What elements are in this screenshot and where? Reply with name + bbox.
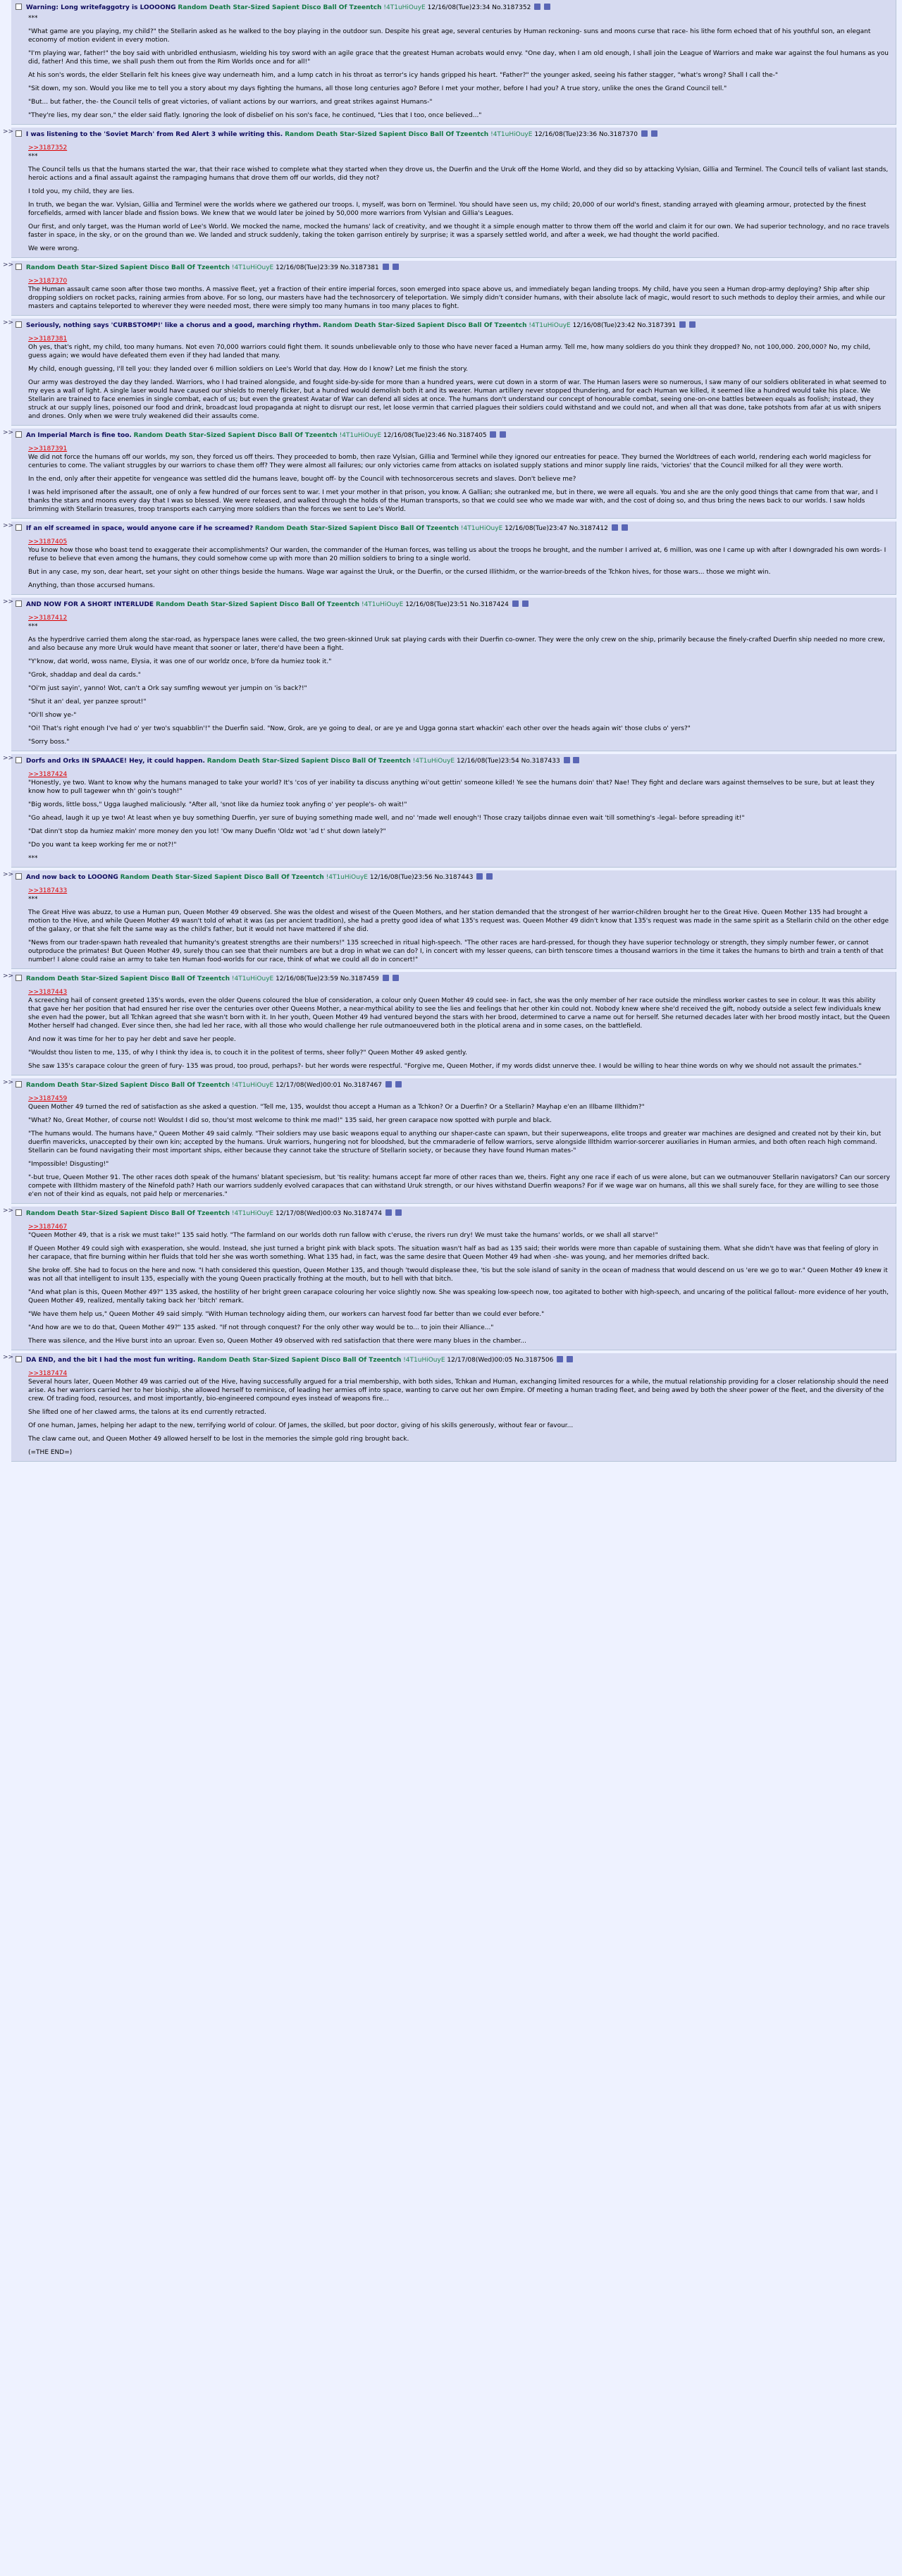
quote-link[interactable]: >>3187370 bbox=[28, 278, 68, 285]
delete-checkbox[interactable] bbox=[16, 873, 22, 880]
reply-container bbox=[0, 128, 902, 258]
post-paragraph: "Big words, little boss," Ugga laughed maliciously. "After all, 'snot like da humiez took anyfing o' yer people's- oh wait!" bbox=[28, 801, 407, 808]
post-paragraph: We were wrong. bbox=[28, 245, 80, 252]
reply-container bbox=[0, 972, 902, 1076]
reply-container bbox=[0, 1207, 902, 1350]
post-body bbox=[28, 770, 890, 863]
post-paragraph: Oh yes, that's right, my child, too many humans. Not even 70,000 warriors could fight them. It sounds unbelievable only to those who have never faced a Human army. Tell me, how many soldiers do you think they dropped? No, not 100,000. 200,000? No, my child, guess again; we would have defeated them even if they had landed that many. bbox=[28, 344, 871, 359]
post-paragraph: If Queen Mother 49 could sigh with exasperation, she would. Instead, she just turned a bright pink with black spots. The situation wasn't half as bad as 135 said; their worlds were more than capable of sustaining them. What she didn't have was that feeling of glory in her carapace, that fire burning within her fluids that told her she was worth something. What 135 had, in fact, was the same desire that Queen Mother 49 had when -she- was young, and her memories drifted back. bbox=[28, 1245, 879, 1261]
post-info bbox=[16, 3, 890, 13]
post-body bbox=[28, 1223, 890, 1345]
expand-icon[interactable] bbox=[393, 264, 399, 270]
delete-checkbox[interactable] bbox=[16, 975, 22, 981]
post-paragraph: We did not force the humans off our worlds, my son, they forced us off theirs. They proceeded to bomb, then raze Vylsian, Gillia and Terminel while they ignored our entreaties for peace. They burned the Worldtrees of each world, rendering each world magicless for centuries to come. The valiant struggles by our warriors to chase them off? They were almost all failures; our only victories came from attacks on isolated supply stations and minor supply line raids, 'victories' that the Council milked for all they were worth. bbox=[28, 454, 872, 469]
reply-container bbox=[0, 598, 902, 751]
report-icon[interactable] bbox=[385, 1081, 392, 1087]
delete-checkbox[interactable] bbox=[16, 130, 22, 137]
post-paragraph: She broke off. She had to focus on the here and now. "I hath considered this question, Queen Mother 135, and though 'twould displease thee, 'tis but the sole island of sanity in the ocean of madness that would descend on us 'ere we go to war." Queen Mother 49 knew it was not all that intelligent to insult 135, especially with the young Queen practically frothing at the mouth, but to hell with that bitch. bbox=[28, 1267, 888, 1283]
post-paragraph: The Great Hive was abuzz, to use a Human pun, Queen Mother 49 observed. She was the oldest and wisest of the Queen Mothers, and her station demanded that the strongest of her warrior-children brought her to the Great Hive. Queen Mother 135 had brought a motion to the Hive, and while Queen Mother 49 wasn't told of what it was (as per ancient tradition), she had a pretty good idea of what 135's request was. Queen Mother 49 didn't know that 135's request was made in the same spirit as a Stellarin child on the other edge of the galaxy, or that she felt the same way as the child's father, but it would not have mattered if she did. bbox=[28, 909, 889, 933]
expand-icon[interactable] bbox=[522, 600, 529, 607]
tripcode: !4T1uHiOuyE bbox=[326, 874, 368, 881]
reply-container bbox=[0, 754, 902, 868]
post-paragraph: The Human assault came soon after those two months. A massive fleet, yet a fraction of their entire imperial forces, soon emerged into space above us, and immediately began landing troops. My child, have you seen a Human drop-army deploying? Ship after ship dropping soldiers on rocket packs, raining armies from above. For so long, our masters have had the technosorcery of teleportation. We simply didn't consider humans, with their absolute lack of magic, would resort to such methods to deploy their armies, and while our masters and captains teleported to wherever they were needed most, there were simply too many humans in too many places to fight. bbox=[28, 286, 886, 310]
post bbox=[11, 429, 896, 519]
post-body bbox=[28, 277, 890, 311]
quote-link[interactable]: >>3187405 bbox=[28, 538, 68, 546]
post-date: 12/16/08(Tue)23:47 bbox=[505, 525, 567, 532]
reply-arrow: >> bbox=[3, 128, 14, 135]
post-subject: And now back to LOOONG bbox=[25, 874, 118, 881]
post-paragraph: Of one human, James, helping her adapt to the new, terrifying world of colour. Of James, the skilled, but poor doctor, giving of his skills generously, without fear or favour... bbox=[28, 1422, 574, 1429]
post-paragraph: Queen Mother 49 turned the red of satisfaction as she asked a question. "Tell me, 135, wouldst thou accept a Human as a Tchkon? Or a Duerfin? Or a Stellarin? Mayhap e'en an Illbame Illthidm?" bbox=[28, 1104, 645, 1111]
post-number-link[interactable]: No.3187474 bbox=[342, 1210, 383, 1217]
post bbox=[11, 1353, 896, 1462]
tripcode: !4T1uHiOuyE bbox=[460, 525, 503, 532]
post-number-link[interactable]: No.3187391 bbox=[637, 322, 676, 329]
post-paragraph: A screeching hail of consent greeted 135's words, even the older Queens coloured the blue of consideration, a colour only Queen Mother 49 could see- in fact, she was the only member of her race outside the mindless worker castes to see in colour. It was this ability that gave her her position that had ensured her rise over the centuries over other Queens Mother, a near-mythical ability to see the lies and feelings that her other kin could not. Nobody knew where she'd received the gift, nobody outside a select few individuals knew she even had the power, but all Tchkan agreed that she wasn't born with it. In her youth, Queen Mother 49 had ventured beyond the stars with her brood, determined to carve a name out for herself. She returned decades later with her brood mostly intact, but the Queen Mother herself had changed. Ever since then, she had led her race, with all those who would challenge her rule outmanoeuvered both in the plotical arena and in some cases, on the battlefield. bbox=[28, 997, 890, 1030]
post-date: 12/16/08(Tue)23:46 bbox=[383, 432, 446, 439]
post bbox=[11, 1207, 896, 1350]
quote-link[interactable]: >>3187412 bbox=[28, 615, 68, 622]
post-date: 12/16/08(Tue)23:51 bbox=[405, 601, 468, 608]
post-paragraph: There was silence, and the Hive burst into an uproar. Even so, Queen Mother 49 observed with red satisfaction that there were many blues in the chamber... bbox=[28, 1338, 526, 1345]
reply-arrow: >> bbox=[3, 522, 14, 529]
post-paragraph: At his son's words, the elder Stellarin felt his knees give way underneath him, and a lump catch in his throat as terror's icy hands gripped his heart. "Father?" the younger asked, seeing his father stagger, "what's wrong? Shall I call the-" bbox=[28, 72, 779, 79]
post-paragraph: Anything, than those accursed humans. bbox=[28, 582, 155, 589]
report-icon[interactable] bbox=[564, 757, 570, 763]
post-date: 12/17/08(Wed)00:01 bbox=[276, 1082, 342, 1089]
post bbox=[11, 870, 896, 969]
post-info bbox=[16, 756, 890, 766]
post-info bbox=[16, 974, 890, 984]
poster-name: Random Death Star-Sized Sapient Disco Ball Of Tzeentch bbox=[133, 432, 338, 439]
post-paragraph: Our first, and only target, was the Human world of Lee's World. We mocked the name, mocked the humans' lack of creativity, and we thought it a simple enough matter to throw them off the world and claim it for our own. We had superior technology, and no race travels faster in space, in the sky, or on the ground than we. We landed and struck suddenly, taking the token garrison entirely by surprise; it was a sparsely settled world, and after a week, we had thought the world pacified. bbox=[28, 223, 889, 239]
post bbox=[11, 319, 896, 426]
report-icon[interactable] bbox=[383, 975, 389, 981]
post-paragraph: "Oi! That's right enough I've had o' yer two's squabblin'!" the Duerfin said. "Now, Grok, are ye going to deal, or are ye and Ugga gonna start whackin' each other over the heads again wit' those clubs o' yers?" bbox=[28, 725, 691, 732]
tripcode: !4T1uHiOuyE bbox=[412, 758, 455, 765]
post-paragraph: Our army was destroyed the day they landed. Warriors, who I had trained alongside, and fought side-by-side for more than a hundred years, were cut down in a storm of war. The Human lasers were so numerous, I saw many of our soldiers obliterated in what seemed to my eyes a wall of light. A single laser would have caused our shields to merely flicker, but a hundred would demolish both it and its wearer. Human artillery never stopped thundering, and for each Human we killed, it seemed like a hundred would take his place. We Stellarin are trained to face enemies in single combat, each of us; but even the greatest Avatar of War can defend all sides at once. The humans don't understand our concept of honourable combat, seeing one-on-one battles between equals as foolish; instead, they struck at our supply lines, poisoned our food and drink, broadcast loud propaganda at night to disrupt our rest, let loose vermin that carried plagues their soldiers could withstand and we could not, and when all that was done, take potshots from afar at us with snipers and drones. Only when we were truly weakened did their assaults come. bbox=[28, 379, 886, 420]
post-paragraph: She saw 135's carapace colour the green of fury- 135 was proud, too proud, perhaps?- but her words were respectful. "Forgive me, Queen Mother, if my words didst unnerve thee. I would be willing to hear thine words on why we should not assault the primates." bbox=[28, 1063, 862, 1070]
post-paragraph: "Grok, shaddap and deal da cards." bbox=[28, 672, 141, 679]
delete-checkbox[interactable] bbox=[16, 321, 22, 328]
post-paragraph: "And what plan is this, Queen Mother 49?" 135 asked, the hostility of her bright green carapace colouring her voice slightly now. She was speaking low-speech now, too agitated to bother with high-speech, and uncaring of the political fallout- more evidence of her youth, Queen Mother 49, realized, mentally taking back her 'bitch' remark. bbox=[28, 1289, 889, 1305]
poster-name: Random Death Star-Sized Sapient Disco Ball Of Tzeentch bbox=[155, 601, 360, 608]
post-paragraph: "The humans would. The humans have," Queen Mother 49 said calmly. "Their soldiers may use basic weapons equal to anything our shaper-caste can spawn, but their superweapons, elite troops and greater war machines are designed and created not by their kin, but duerfin mavericks, unaccepted by their own kin; accepted by the humans. Uruk warriors, hungering not for bloodshed, but the cmmaraderie of fellow warriors, serve alongside Illthidm warrior-sorcerer auxiliaries in Human armies, and both often reach high command. Stellarin can be found navigating their most important ships, either because they cannot take the structure of Stellarin society, or because they have found Human mates-" bbox=[28, 1130, 882, 1154]
post-paragraph: "Y'know, dat world, woss name, Elysia, it was one of our worldz once, b'fore da humiez took it." bbox=[28, 658, 332, 665]
post-subject: Dorfs and Orks IN SPAAACE! Hey, it could happen. bbox=[25, 758, 205, 765]
tripcode: !4T1uHiOuyE bbox=[529, 322, 571, 329]
op-post bbox=[11, 0, 896, 125]
reply-container bbox=[0, 1353, 902, 1462]
delete-checkbox[interactable] bbox=[16, 431, 22, 438]
reply-arrow: >> bbox=[3, 1207, 14, 1214]
post-number-link[interactable]: No.3187443 bbox=[434, 874, 474, 881]
expand-icon[interactable] bbox=[622, 524, 628, 531]
tripcode: !4T1uHiOuyE bbox=[231, 975, 274, 982]
post-paragraph: "Sit down, my son. Would you like me to tell you a story about my days fighting the humans, all those long centuries ago? Before I met your mother, before I had you? A true story, unlike the ones the Grand Council tell." bbox=[28, 85, 727, 92]
reply-container bbox=[0, 870, 902, 969]
quote-link[interactable]: >>3187381 bbox=[28, 335, 68, 343]
reply-container bbox=[0, 522, 902, 595]
post-subject: If an elf screamed in space, would anyone care if he screamed? bbox=[25, 525, 254, 532]
post-info bbox=[16, 1355, 890, 1365]
post-paragraph: She lifted one of her clawed arms, the talons at its end currently retracted. bbox=[28, 1409, 266, 1416]
post-paragraph: *** bbox=[28, 153, 38, 160]
post-body bbox=[28, 988, 890, 1071]
post-paragraph: I was held imprisoned after the assault, one of only a few hundred of our forces sent to war. I met your mother in that prison, you know. A Gallian; she outranked me, but in there, we were all equals. You and she are the only good things that came from that war, and I thanks the stars and moons every day that I was so blessed. We were released, and walked through the holds of the Human transports, so that we could see who we made war with, and the cost of doing so, and thus bring the news back to our worlds. I saw holds brimming with Stellarin treasures, troop transports each carrying more soldiers than the forces we sent to Lee's World. bbox=[28, 489, 878, 513]
post-paragraph: The claw came out, and Queen Mother 49 allowed herself to be lost in the memories the simple gold ring brought back. bbox=[28, 1436, 409, 1443]
expand-icon[interactable] bbox=[651, 130, 657, 137]
post-info bbox=[16, 321, 890, 331]
post-date: 12/16/08(Tue)23:54 bbox=[457, 758, 519, 765]
post-paragraph: The Council tells us that the humans started the war, that their race wished to complete what they started when they drove us, the Duerfin and the Uruk off the Home World, and they did so by attacking Vylsian, Gillia and Terminel. The Council tells of valiant last stands, heroic actions and a final assault against the rampaging humans that drove them off our worlds, did they not? bbox=[28, 166, 889, 182]
post-info bbox=[16, 1209, 890, 1219]
reply-arrow: >> bbox=[3, 1354, 14, 1361]
delete-checkbox[interactable] bbox=[16, 600, 22, 607]
reply-arrow: >> bbox=[3, 319, 14, 326]
quote-link[interactable]: >>3187391 bbox=[28, 445, 68, 452]
expand-icon[interactable] bbox=[567, 1356, 573, 1362]
post-paragraph: Several hours later, Queen Mother 49 was carried out of the Hive, having successfully argued for a trial membership, with both sides, Tchkan and Human, exchanging limited resources for a while, the mutual relationship providing for a closer relationship should the need arise. As her warriors carried her to her bioship, she allowed herself to reminisce, of leading her armies off into space, wanting to carve out her own Empire. Of meeting a human trading fleet, and being awed by both the sheer power of the fleet, and the diversity of the crew. Of trading food, resources, and most importantly, bio-engineered compound eyes instead of weapons fire... bbox=[28, 1379, 889, 1403]
poster-name: Random Death Star-Sized Sapient Disco Ball Of Tzeentch bbox=[206, 758, 411, 765]
expand-icon[interactable] bbox=[395, 1209, 402, 1216]
reply-container bbox=[0, 261, 902, 316]
quote-link[interactable]: >>3187467 bbox=[28, 1224, 68, 1231]
post-subject: An Imperial March is fine too. bbox=[25, 432, 132, 439]
quote-link[interactable]: >>3187459 bbox=[28, 1095, 68, 1102]
post-number-link[interactable]: No.3187433 bbox=[521, 758, 560, 765]
reply-arrow: >> bbox=[3, 261, 14, 269]
post-paragraph: "Do you want ta keep working fer me or not?!" bbox=[28, 842, 177, 849]
op-container bbox=[0, 0, 902, 125]
post-paragraph: You know how those who boast tend to exaggerate their accomplishments? Our warden, the commander of the Human forces, was telling us about the troops he brought, and the number I arrived at, 6 million, was one I came up with after I downgraded his own words- I refuse to believe that even among the humans, they could somehow come up with more than 20 million soldiers to bring to a single world. bbox=[28, 547, 886, 562]
reply-container bbox=[0, 429, 902, 519]
post-number-link[interactable]: No.3187405 bbox=[447, 432, 487, 439]
post bbox=[11, 522, 896, 595]
post-body bbox=[28, 887, 890, 964]
delete-checkbox[interactable] bbox=[16, 524, 22, 531]
post bbox=[11, 128, 896, 258]
post-body bbox=[28, 614, 890, 746]
post-info bbox=[16, 431, 890, 440]
expand-icon[interactable] bbox=[544, 4, 550, 10]
post-paragraph: "Go ahead, laugh it up ye two! At least when ye buy something Duerfin, yer sure of buying something made well, and no' 'made well enough'! Those crazy tailjobs dinnae even wait 'till something's -legal- before spreading it!" bbox=[28, 815, 745, 822]
post-number-link[interactable]: No.3187412 bbox=[569, 525, 608, 532]
post-paragraph: I told you, my child, they are lies. bbox=[28, 188, 135, 195]
post-paragraph: But in any case, my son, dear heart, set your sight on other things beside the humans. Wage war against the Uruk, or the Duerfin, or the cursed Illithidm, or the warrior-breeds of the Tchkon hives, for those wars... those we might win. bbox=[28, 569, 771, 576]
quote-link[interactable]: >>3187443 bbox=[28, 989, 68, 996]
reply-arrow: >> bbox=[3, 973, 14, 980]
post-date: 12/16/08(Tue)23:36 bbox=[534, 131, 598, 138]
post-paragraph: "Impossible! Disgusting!" bbox=[28, 1161, 109, 1168]
post-info bbox=[16, 524, 890, 534]
post-body bbox=[28, 14, 890, 120]
post-paragraph: (=THE END=) bbox=[28, 1449, 73, 1456]
post-paragraph: *** bbox=[28, 15, 38, 22]
post-paragraph: "Wouldst thou listen to me, 135, of why I think thy idea is, to couch it in the politest of terms, sheer folly?" Queen Mother 49 asked gently. bbox=[28, 1049, 467, 1056]
reply-arrow: >> bbox=[3, 755, 14, 762]
post-number-link[interactable]: No.3187381 bbox=[340, 264, 379, 271]
post-paragraph: In truth, we began the war. Vylsian, Gillia and Terminel were the worlds where we gathered our troops. I, myself, was born on Terminel. You should have seen us, my child; 20,000 of our world's finest, standing arrayed with gleaming armour, protected by the finest forcefields, armed with lancer blade and fission bows. We knew that we would later be joined by 50,000 more warriors from Vylsian and Gillia's Leagues. bbox=[28, 202, 867, 217]
quote-link[interactable]: >>3187352 bbox=[28, 144, 68, 152]
reply-container bbox=[0, 1078, 902, 1204]
post-date: 12/16/08(Tue)23:59 bbox=[276, 975, 338, 982]
expand-icon[interactable] bbox=[500, 431, 506, 438]
post-date: 12/17/08(Wed)00:05 bbox=[447, 1357, 513, 1364]
post bbox=[11, 1078, 896, 1204]
post-body bbox=[28, 1095, 890, 1199]
post-body bbox=[28, 538, 890, 590]
expand-icon[interactable] bbox=[395, 1081, 402, 1087]
poster-name: Random Death Star-Sized Sapient Disco Ball Of Tzeentch bbox=[25, 1082, 230, 1089]
delete-checkbox[interactable] bbox=[16, 757, 22, 763]
poster-name: Random Death Star-Sized Sapient Disco Ball Of Tzeentch bbox=[197, 1357, 402, 1364]
post-body bbox=[28, 144, 890, 253]
expand-icon[interactable] bbox=[486, 873, 493, 880]
post bbox=[11, 972, 896, 1076]
poster-name: Random Death Star-Sized Sapient Disco Ball Of Tzeentch bbox=[120, 874, 324, 881]
post-number-link[interactable]: No.3187370 bbox=[598, 131, 638, 138]
post-subject: DA END, and the bit I had the most fun writing. bbox=[25, 1357, 196, 1364]
poster-name: Random Death Star-Sized Sapient Disco Ball Of Tzeentch bbox=[254, 525, 459, 532]
post bbox=[11, 598, 896, 751]
post-paragraph: "What game are you playing, my child?" the Stellarin asked as he walked to the boy playing in the outdoor sun. Despite his great age, several centuries by Human reckoning- suns and moons curse that race- his lithe form echoed that of his youthful son, an elegant economy of motion evident in every motion. bbox=[28, 28, 871, 44]
post-body bbox=[28, 445, 890, 514]
reply-arrow: >> bbox=[3, 871, 14, 878]
post-paragraph: "Oi'll show ye-" bbox=[28, 712, 77, 719]
post-paragraph: "And how are we to do that, Queen Mother 49?" 135 asked. "If not through conquest? For the only other way would be to... to join their Alliance..." bbox=[28, 1324, 494, 1331]
report-icon[interactable] bbox=[383, 264, 389, 270]
report-icon[interactable] bbox=[490, 431, 496, 438]
post-info bbox=[16, 600, 890, 610]
post-paragraph: "Shut it an' deal, yer panzee sprout!" bbox=[28, 698, 147, 705]
post-info bbox=[16, 1080, 890, 1090]
poster-name: Random Death Star-Sized Sapient Disco Ball Of Tzeentch bbox=[25, 264, 230, 271]
post-paragraph: And now it was time for her to pay her debt and save her people. bbox=[28, 1036, 236, 1043]
report-icon[interactable] bbox=[476, 873, 483, 880]
post-number-link[interactable]: No.3187459 bbox=[340, 975, 379, 982]
post-paragraph: In the end, only after their appetite for vengeance was settled did the humans leave, bought off- by the Council with technosorcerous secrets and slaves. Don't believe me? bbox=[28, 476, 576, 483]
poster-name: Random Death Star-Sized Sapient Disco Ball Of Tzeentch bbox=[25, 975, 230, 982]
post-paragraph: *** bbox=[28, 855, 38, 862]
poster-name: Random Death Star-Sized Sapient Disco Ball Of Tzeentch bbox=[285, 131, 489, 138]
tripcode: !4T1uHiOuyE bbox=[490, 131, 533, 138]
post-date: 12/16/08(Tue)23:42 bbox=[572, 322, 636, 329]
post-info bbox=[16, 263, 890, 273]
post-paragraph: "Queen Mother 49, that is a risk we must take!" 135 said hotly. "The farmland on our worlds doth run fallow with c'eruse, the rivers run dry! We must take the humans' worlds, or we shall all starve!" bbox=[28, 1232, 658, 1239]
report-icon[interactable] bbox=[679, 321, 686, 328]
tripcode: !4T1uHiOuyE bbox=[361, 601, 404, 608]
reply-arrow: >> bbox=[3, 598, 14, 605]
quote-link[interactable]: >>3187424 bbox=[28, 771, 68, 778]
tripcode: !4T1uHiOuyE bbox=[231, 264, 274, 271]
delete-checkbox[interactable] bbox=[16, 1081, 22, 1087]
report-icon[interactable] bbox=[385, 1209, 392, 1216]
post-body bbox=[28, 1369, 890, 1457]
poster-name: Random Death Star-Sized Sapient Disco Ball Of Tzeentch bbox=[178, 4, 382, 11]
delete-checkbox[interactable] bbox=[16, 264, 22, 270]
post-number-link[interactable]: No.3187506 bbox=[514, 1357, 554, 1364]
tripcode: !4T1uHiOuyE bbox=[383, 4, 426, 11]
post-number-link[interactable]: No.3187352 bbox=[492, 4, 531, 11]
post-paragraph: "They're lies, my dear son," the elder said flatly. Ignoring the look of disbelief on his son's face, he continued, "Lies that I too, once believed..." bbox=[28, 112, 482, 119]
tripcode: !4T1uHiOuyE bbox=[339, 432, 382, 439]
post-info bbox=[16, 873, 890, 882]
post bbox=[11, 261, 896, 316]
post-paragraph: "What? No, Great Mother, of course not! Wouldst I did so, thou'st most welcome to think me mad!" 135 said, her green carapace now spotted with purple and black. bbox=[28, 1117, 552, 1124]
post-paragraph: "Sorry boss." bbox=[28, 739, 70, 746]
post-subject: AND NOW FOR A SHORT INTERLUDE bbox=[25, 601, 154, 608]
report-icon[interactable] bbox=[512, 600, 519, 607]
report-icon[interactable] bbox=[612, 524, 618, 531]
post-paragraph: My child, enough guessing, I'll tell you: they landed over 6 million soldiers on Lee's World that day. How do I know? Let me finish the story. bbox=[28, 366, 468, 373]
post-paragraph: "Dat dinn't stop da humiez makin' more money den you lot! 'Ow many Duefin 'Oldz wot 'ad t' shut down lately?" bbox=[28, 828, 386, 835]
post-date: 12/16/08(Tue)23:34 bbox=[427, 4, 490, 11]
post bbox=[11, 754, 896, 868]
post-paragraph: "We have them help us," Queen Mother 49 said simply. "With Human technology aiding them, our workers can harvest food far better than we could ever before." bbox=[28, 1311, 545, 1318]
reply-arrow: >> bbox=[3, 1079, 14, 1086]
post-paragraph: *** bbox=[28, 896, 38, 903]
delete-checkbox[interactable] bbox=[16, 1356, 22, 1362]
post-info bbox=[16, 130, 890, 140]
expand-icon[interactable] bbox=[573, 757, 579, 763]
expand-icon[interactable] bbox=[393, 975, 399, 981]
report-icon[interactable] bbox=[557, 1356, 563, 1362]
reply-container bbox=[0, 319, 902, 426]
reply-arrow: >> bbox=[3, 429, 14, 436]
post-number-link[interactable]: No.3187424 bbox=[469, 601, 509, 608]
post-date: 12/16/08(Tue)23:39 bbox=[276, 264, 338, 271]
post-paragraph: "News from our trader-spawn hath revealed that humanity's greatest strengths are their numbers!" 135 screeched in ritual high-speech. "The other races are hard-pressed, for though they have superior technology or strength, they simply number fewer, or cannot outproduce the primates! But Queen Mother 49, surely thou can see that their numbers are but a drop in what we can do? I, in concert with my lesser queens, can birth tenscore times a thousand warriors in the time it takes the humans to birth and train a tenth of that number! I alone could raise an army to take ten Human food-worlds for our race, think of what we could all do in concert!" bbox=[28, 939, 884, 963]
post-paragraph: "-but true, Queen Mother 91. The other races doth speak of the humans' blatant speciesism, but 'tis reality: humans accept far more of other races than we, theirs. Fight any one race if each of us were alone, but can we outmanouver Stellarin navigators? Can our sorcery compete with Illthidm mastery of the Ninefold path? Hath our warriors suddenly evolved carapaces that can withstand Uruk strength, or our hives withstand Duerfin weapons? For if we wage war on humans, all this we shall surely face, for they are willing to see those e'en not of their kind as equals, not paid help or mercenaries." bbox=[28, 1174, 890, 1198]
poster-name: Random Death Star-Sized Sapient Disco Ball Of Tzeentch bbox=[323, 322, 527, 329]
post-subject: I was listening to the 'Soviet March' from Red Alert 3 while writing this. bbox=[25, 131, 283, 138]
report-icon[interactable] bbox=[641, 130, 648, 137]
poster-name: Random Death Star-Sized Sapient Disco Ball Of Tzeentch bbox=[25, 1210, 230, 1217]
post-paragraph: *** bbox=[28, 623, 38, 630]
delete-checkbox[interactable] bbox=[16, 4, 22, 10]
post-paragraph: "Oi'm just sayin', yanno! Wot, can't a Ork say sumfing wewout yer jumpin on 'is back?!" bbox=[28, 685, 307, 692]
tripcode: !4T1uHiOuyE bbox=[231, 1082, 274, 1089]
quote-link[interactable]: >>3187474 bbox=[28, 1370, 68, 1377]
post-date: 12/16/08(Tue)23:56 bbox=[369, 874, 433, 881]
post-paragraph: "Honestly, ye two. Want to know why the humans managed to take your world? It's 'cos of yer inability ta discuss anything wi'out gettin' someone killed! Ye see the humans doin' that? Nae! They fight and declare wars against themselves to be sure, but at least they know how to pull tagewer whn th' goin's tough!" bbox=[28, 779, 875, 795]
post-paragraph: As the hyperdrive carried them along the star-road, as hyperspace lanes were called, the two green-skinned Uruk sat playing cards with their Duerfin co-owner. They were the only crew on the ship, primarily because the finely-crafted Duerfin ship needed no more crew, and also because any more Uruk would have meant that sooner or later, there'd have been a fight. bbox=[28, 636, 885, 652]
post-subject: Warning: Long writefaggotry is LOOOONG bbox=[25, 4, 176, 11]
post-subject: Seriously, nothing says 'CURBSTOMP!' like a chorus and a good, marching rhythm. bbox=[25, 322, 321, 329]
post-date: 12/17/08(Wed)00:03 bbox=[276, 1210, 342, 1217]
post-paragraph: "But... but father, the- the Council tells of great victories, of valiant actions by our warriors, and great strikes against Humans-" bbox=[28, 99, 433, 106]
post-body bbox=[28, 335, 890, 421]
post-number-link[interactable]: No.3187467 bbox=[342, 1082, 383, 1089]
quote-link[interactable]: >>3187433 bbox=[28, 887, 68, 894]
tripcode: !4T1uHiOuyE bbox=[231, 1210, 274, 1217]
delete-checkbox[interactable] bbox=[16, 1209, 22, 1216]
expand-icon[interactable] bbox=[689, 321, 696, 328]
tripcode: !4T1uHiOuyE bbox=[403, 1357, 445, 1364]
post-paragraph: "I'm playing war, father!" the boy said with unbridled enthusiasm, wielding his toy sword with an agile grace that the greatest Human acrobats would envy. "One day, when I am old enough, I shall join the League of Warriors and make war against the foul humans as you did, father! And this time, we shall push them out from the Rim Worlds once and for all!" bbox=[28, 50, 889, 66]
report-icon[interactable] bbox=[534, 4, 540, 10]
